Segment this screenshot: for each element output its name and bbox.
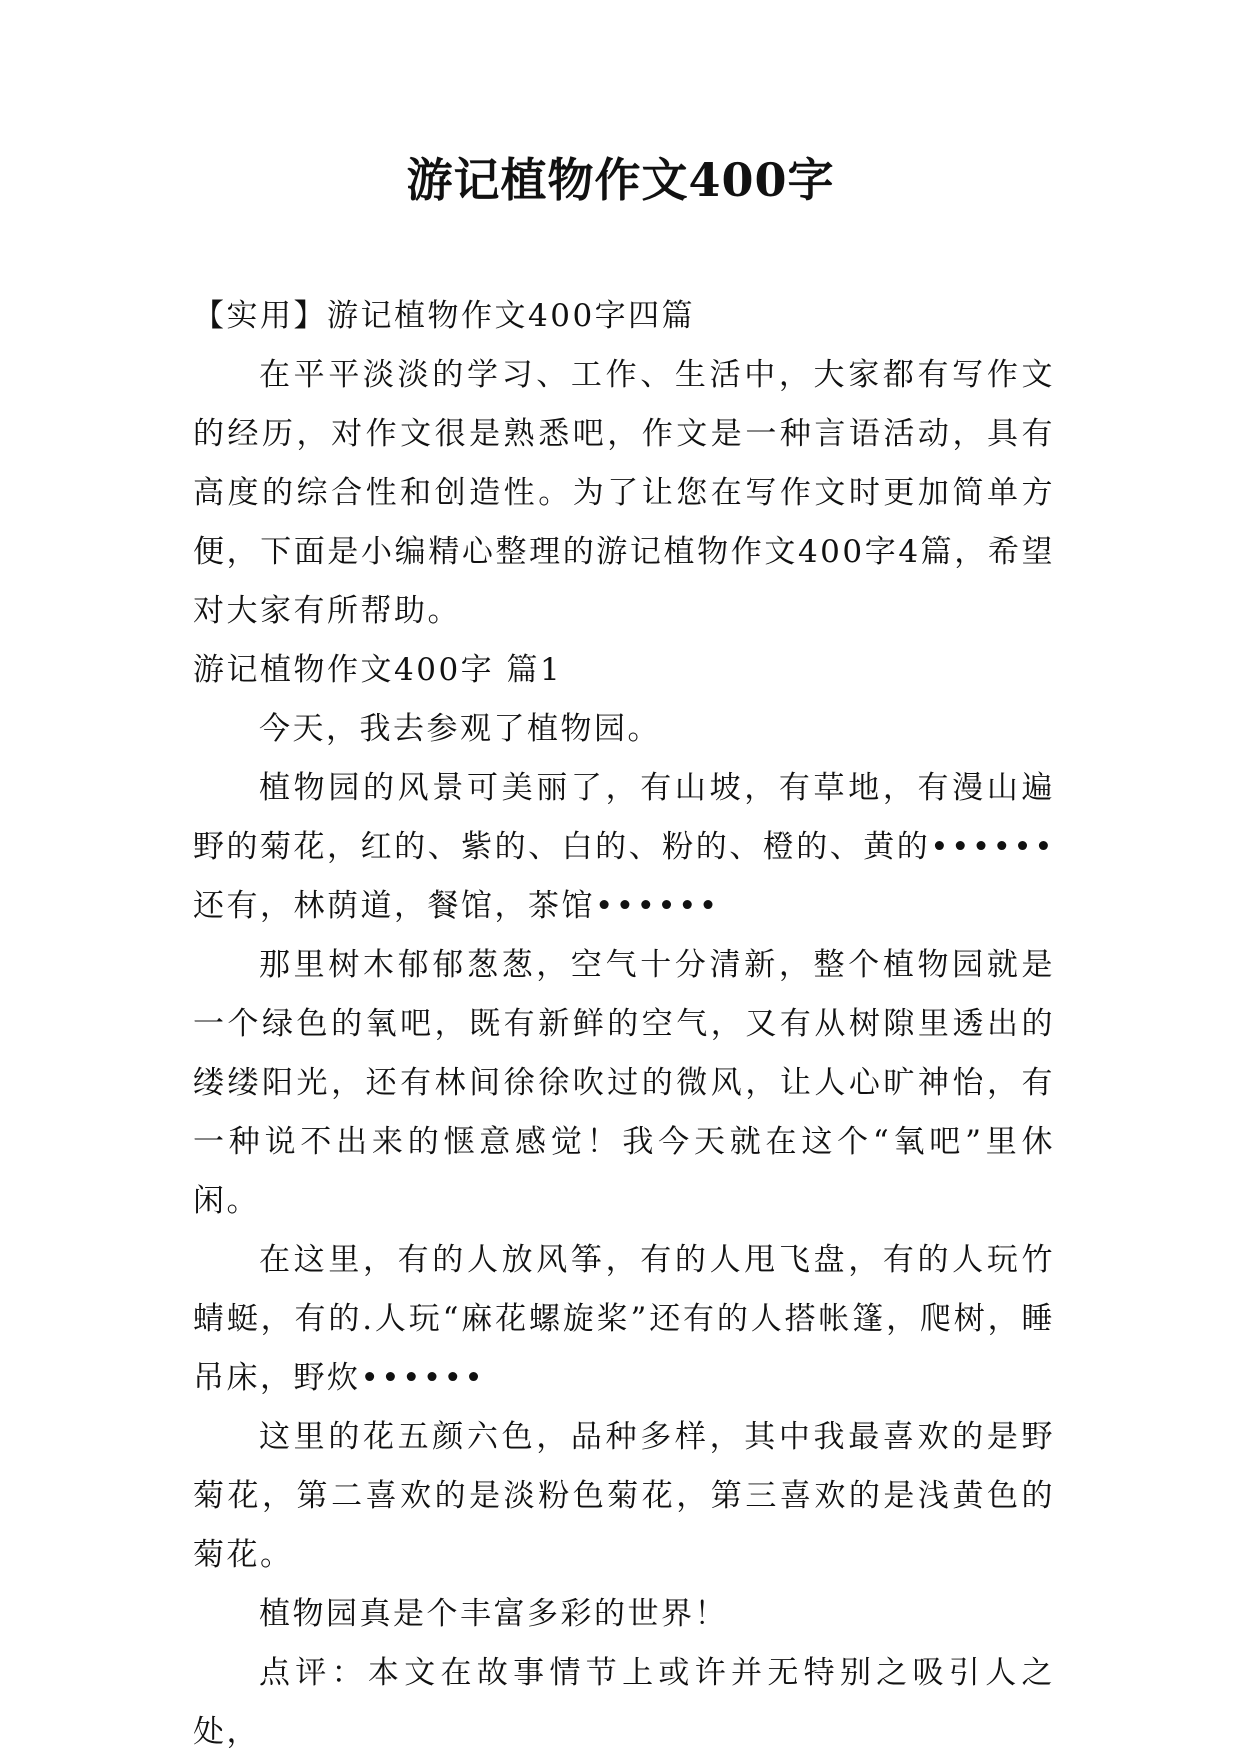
intro-paragraph: 在平平淡淡的学习、工作、生活中，大家都有写作文的经历，对作文很是熟悉吧，作文是一种言语活动，具有高度的综合性和创造性。为了让您在写作文时更加简单方便，下面是小编精心整理的游记植物作文400字4篇，希望对大家有所帮助。	[193, 357, 1055, 629]
document-body	[193, 287, 1055, 1762]
paragraph-5: 这里的花五颜六色，品种多样，其中我最喜欢的是野菊花，第二喜欢的是淡粉色菊花，第三喜欢的是浅黄色的菊花。	[193, 1419, 1055, 1573]
paragraph-7: 点评：本文在故事情节上或许并无特别之吸引人之处，	[193, 1655, 1055, 1750]
document-title: 游记植物作文400字	[406, 153, 835, 207]
paragraph-3: 那里树木郁郁葱葱，空气十分清新，整个植物园就是一个绿色的氧吧，既有新鲜的空气，又有从树隙里透出的缕缕阳光，还有林间徐徐吹过的微风，让人心旷神怡，有一种说不出来的惬意感觉！我今天就在这个“氧吧”里休闲。	[193, 947, 1055, 1219]
section-heading: 游记植物作文400字 篇1	[193, 652, 563, 688]
paragraph-2: 植物园的风景可美丽了，有山坡，有草地，有漫山遍野的菊花，红的、紫的、白的、粉的、橙的、黄的••••••还有，林荫道，餐馆，茶馆••••••	[193, 770, 1055, 924]
paragraph-6: 植物园真是个丰富多彩的世界！	[259, 1596, 728, 1632]
paragraph-4: 在这里，有的人放风筝，有的人甩飞盘，有的人玩竹蜻蜓，有的.人玩“麻花螺旋桨”还有的人搭帐篷，爬树，睡吊床，野炊••••••	[193, 1242, 1055, 1396]
paragraph-1: 今天，我去参观了植物园。	[259, 711, 661, 747]
document-subtitle: 【实用】游记植物作文400字四篇	[193, 298, 696, 334]
